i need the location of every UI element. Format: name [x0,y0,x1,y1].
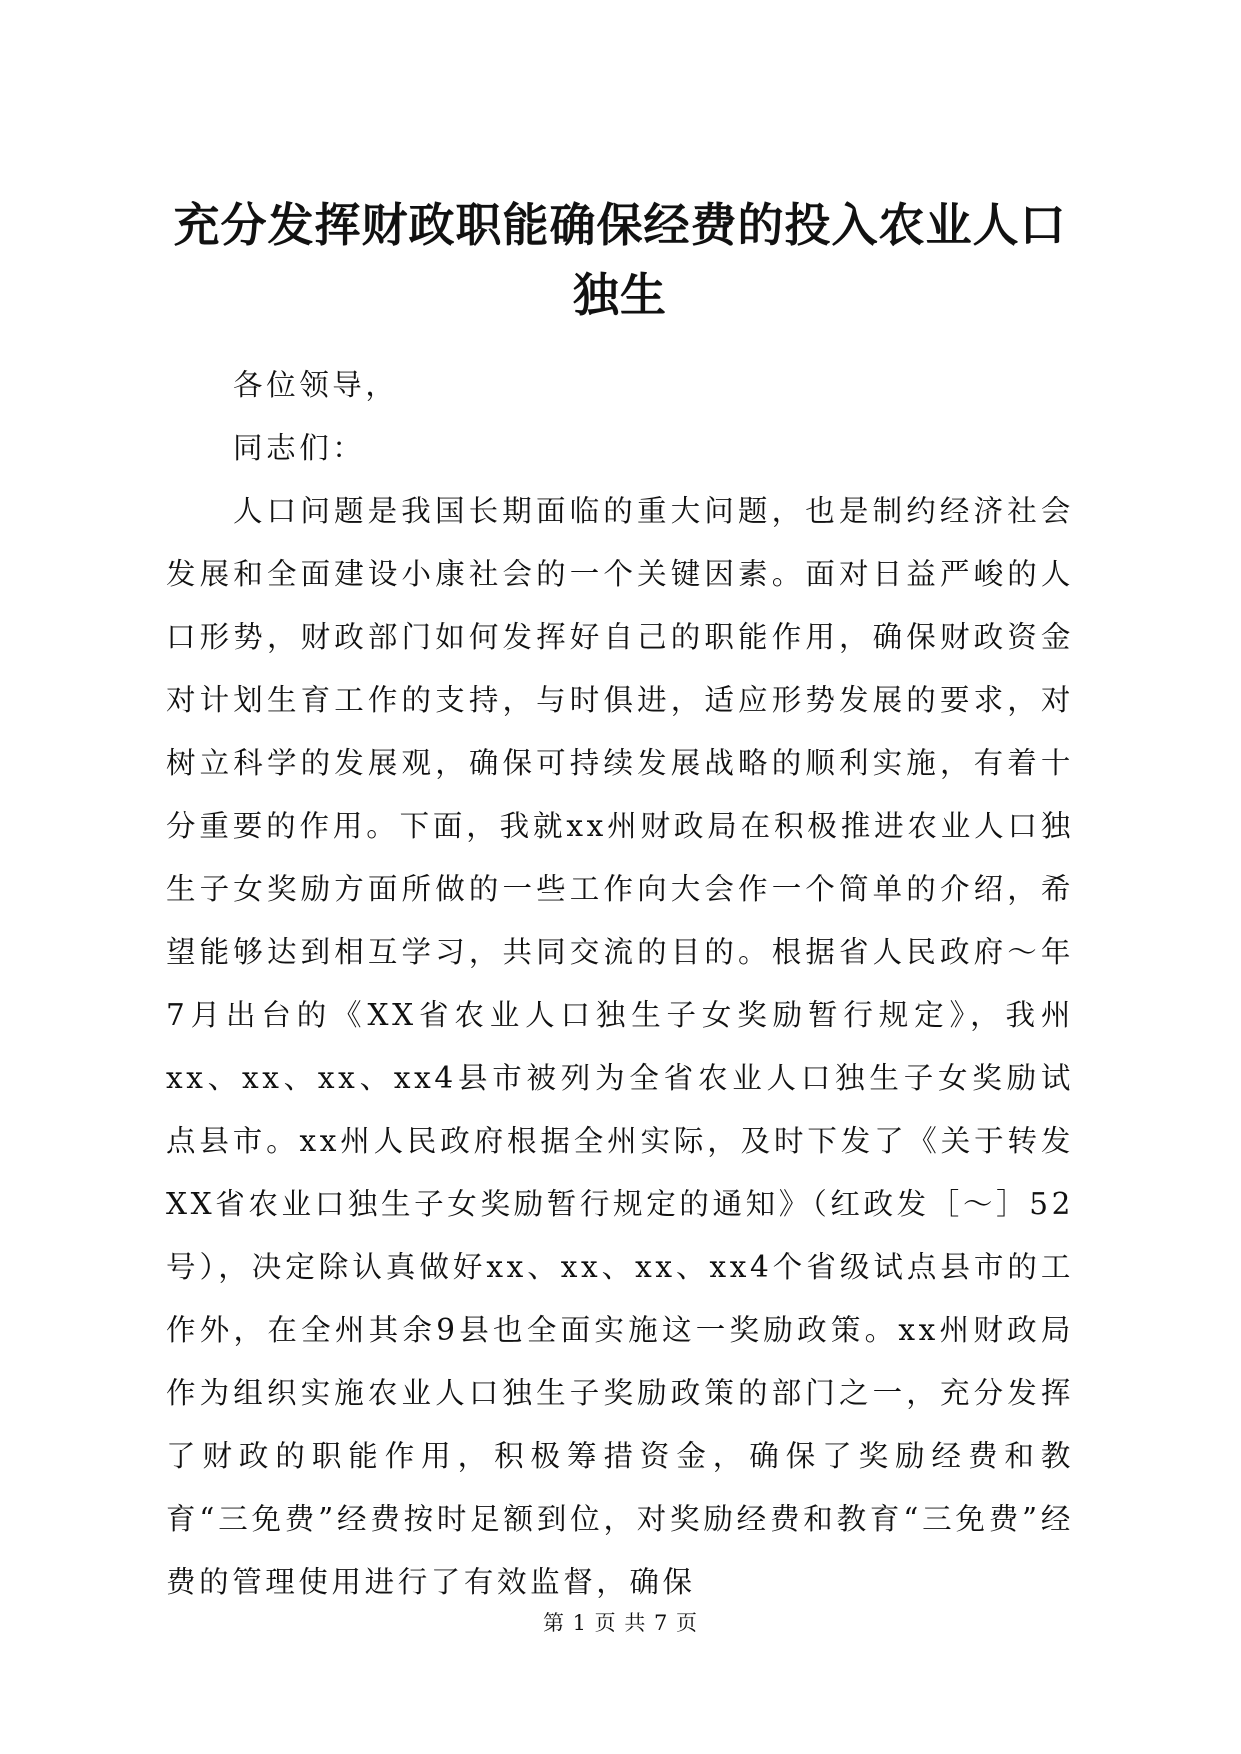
salutation-leaders: 各位领导， [233,368,399,402]
document-body [166,354,1074,1614]
page-number-footer: 第 1 页 共 7 页 [542,1611,699,1635]
salutation-comrades: 同志们： [233,431,366,465]
document-title: 充分发挥财政职能确保经费的投入农业人口独生 [173,198,1067,322]
body-paragraph: 人口问题是我国长期面临的重大问题，也是制约经济社会发展和全面建设小康社会的一个关键因素。面对日益严峻的人口形势，财政部门如何发挥好自己的职能作用，确保财政资金对计划生育工作的支持，与时俱进，适应形势发展的要求，对树立科学的发展观，确保可持续发展战略的顺利实施，有着十分重要的作用。下面，我就xx州财政局在积极推进农业人口独生子女奖励方面所做的一些工作向大会作一个简单的介绍，希望能够达到相互学习，共同交流的目的。根据省人民政府～年7月出台的《XX省农业人口独生子女奖励暂行规定》，我州xx、xx、xx、xx4县市被列为全省农业人口独生子女奖励试点县市。xx州人民政府根据全州实际，及时下发了《关于转发XX省农业口独生子女奖励暂行规定的通知》（红政发［～］52号），决定除认真做好xx、xx、xx、xx4个省级试点县市的工作外，在全州其余9县也全面实施这一奖励政策。xx州财政局作为组织实施农业人口独生子奖励政策的部门之一，充分发挥了财政的职能作用，积极筹措资金，确保了奖励经费和教育“三免费”经费按时足额到位，对奖励经费和教育“三免费”经费的管理使用进行了有效监督，确保 [166,494,1074,1599]
